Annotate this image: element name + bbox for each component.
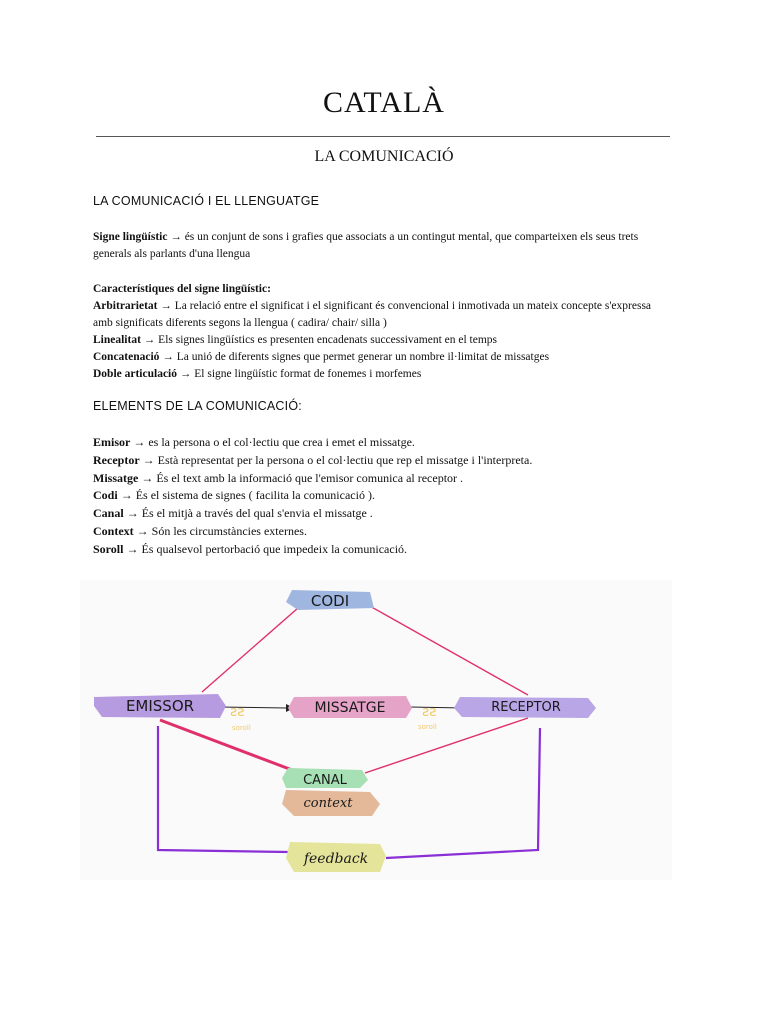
signe-paragraph — [93, 229, 673, 263]
svg-text:CODI: CODI — [310, 592, 350, 610]
element-item: Canal → És el mitjà a través del qual s'envia el missatge . — [93, 506, 373, 521]
svg-text:EMISSOR: EMISSOR — [125, 697, 195, 715]
page-title: CATALÀ — [323, 86, 445, 119]
feedback-node — [286, 842, 386, 872]
characteristic-item: Linealitat → Els signes lingüístics es presenten encadenats successivament en el temps — [93, 334, 498, 346]
svg-text:RECEPTOR: RECEPTOR — [491, 700, 561, 715]
element-item: Soroll → És qualsevol pertorbació que impedeix la comunicació. — [93, 541, 408, 556]
codi-node — [286, 590, 374, 610]
elements-list — [93, 434, 673, 559]
element-item: Emisor → es la persona o el col·lectiu que crea i emet el missatge. — [93, 435, 415, 449]
section-heading-comunicacio: LA COMUNICACIÓ I EL LLENGUATGE — [93, 194, 320, 208]
signe-term: Signe lingüístic — [93, 231, 168, 243]
section-heading-elements: ELEMENTS DE LA COMUNICACIÓ: — [93, 399, 302, 413]
canal-node — [282, 768, 368, 788]
characteristic-item: Doble articulació → El signe lingüístic format de fonemes i morfemes — [93, 368, 422, 380]
element-item: Context → Són les circumstàncies externes. — [93, 523, 307, 538]
svg-text:CANAL: CANAL — [303, 773, 347, 788]
missatge-node — [288, 696, 412, 718]
title-divider — [96, 136, 670, 137]
svg-text:feedback: feedback — [303, 851, 369, 867]
context-node — [282, 790, 380, 816]
noise-mark-left: ƨƨ — [230, 704, 245, 720]
characteristics-heading: Característiques del signe lingüístic: — [93, 283, 271, 295]
characteristics-block — [93, 281, 673, 383]
svg-text:MISSATGE: MISSATGE — [314, 700, 386, 716]
page-subtitle: LA COMUNICACIÓ — [314, 148, 454, 165]
element-item: Receptor → Està representat per la persona o el col·lectiu que rep el missatge i l'interpreta. — [93, 452, 533, 467]
noise-label-right: soroll — [418, 723, 437, 731]
communication-diagram — [80, 580, 672, 880]
characteristic-item: Concatenació → La unió de diferents signes que permet generar un nombre il·limitat de missatges — [93, 351, 550, 363]
signe-definition: → és un conjunt de sons i grafies que associats a un contingut mental, que comparteixen els seus trets generals als parlants d'una llengua — [93, 231, 639, 260]
element-item: Codi → És el sistema de signes ( facilita la comunicació ). — [93, 488, 375, 503]
svg-text:context: context — [303, 796, 353, 811]
characteristic-item: Arbitrarietat → La relació entre el significat i el significant és convencional i inmotivada un mateix concepte s'expressa amb significats diferents segons la llengua ( cadira/ chair/ silla ) — [93, 300, 652, 329]
element-item: Missatge → És el text amb la informació que l'emisor comunica al receptor . — [93, 470, 464, 485]
emissor-node — [94, 694, 226, 718]
noise-mark-right: ƨƨ — [422, 704, 437, 720]
receptor-node — [454, 697, 596, 718]
noise-label-left: soroll — [232, 724, 251, 732]
